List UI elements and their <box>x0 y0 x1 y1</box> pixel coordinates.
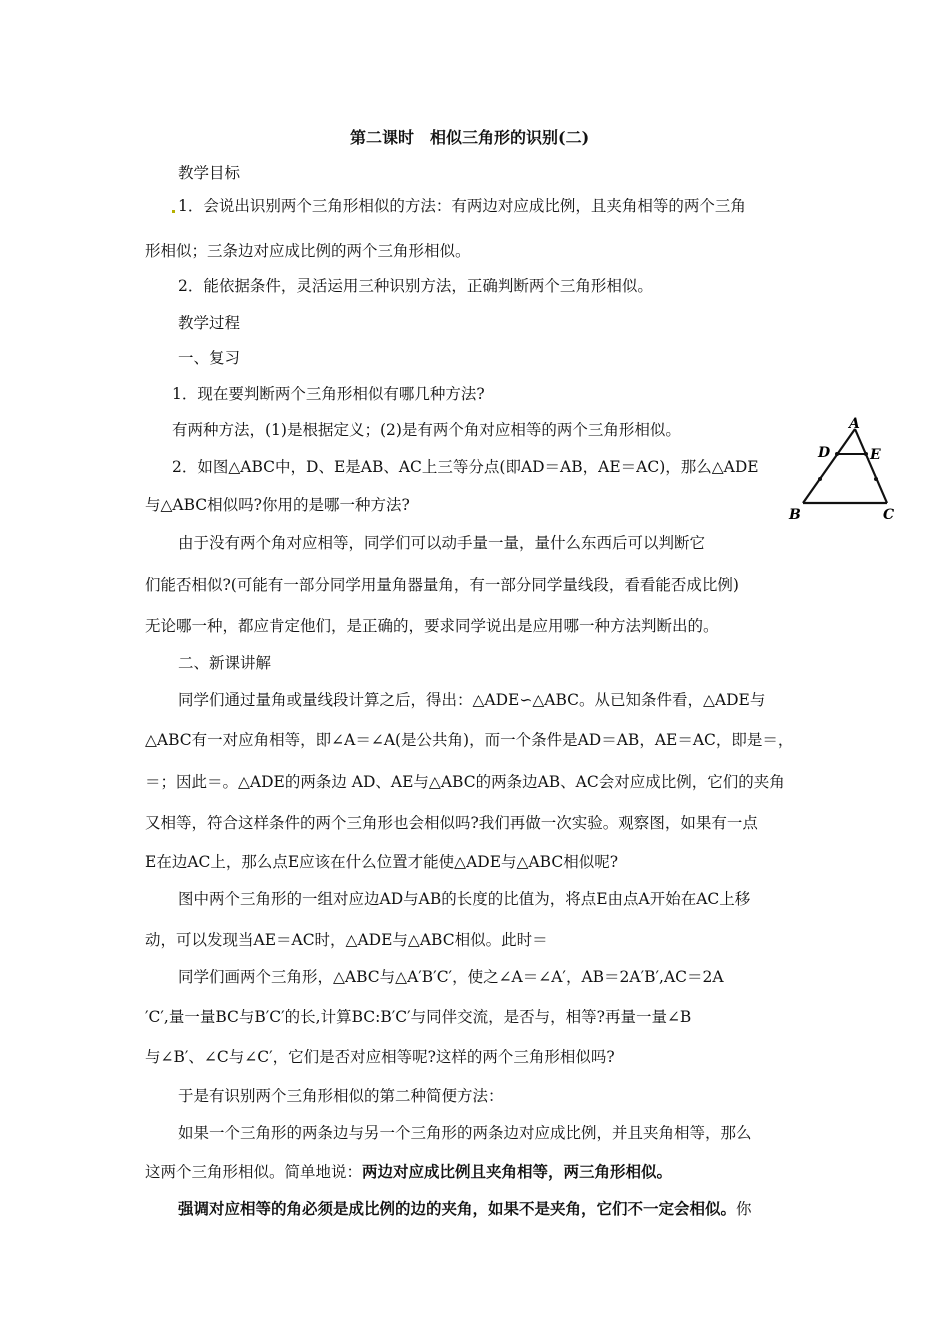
review-heading: 一、复习 <box>178 349 241 367</box>
tick-ac <box>874 477 878 481</box>
paragraph-7: 强调对应相等的角必须是成比例的边的夹角，如果不是夹角，它们不一定会相似。你 <box>178 1199 752 1218</box>
label-a: A <box>849 416 860 432</box>
paragraph-1-line-3: 无论哪一种，都应肯定他们，是正确的，要求同学说出是应用哪一种方法判断出的。 <box>145 617 719 635</box>
label-e: E <box>870 447 881 463</box>
paragraph-5: 于是有识别两个三角形相似的第二种简便方法： <box>178 1087 504 1105</box>
label-b: B <box>789 507 801 523</box>
objective-2: 2．能依据条件，灵活运用三种识别方法，正确判断两个三角形相似。 <box>178 277 653 295</box>
review-question-2-line-2: 与△ABC相似吗?你用的是哪一种方法? <box>145 496 410 514</box>
review-answer-1: 有两种方法，(1)是根据定义；(2)是有两个角对应相等的两个三角形相似。 <box>172 421 681 439</box>
label-d: D <box>818 445 831 461</box>
paragraph-4-line-2: ′C′,量一量BC与B′C′的长,计算BC:B′C′与同伴交流，是否与，相等?再量一量∠B <box>145 1008 692 1026</box>
paragraph-6-line-2: 这两个三角形相似。简单地说：两边对应成比例且夹角相等，两三角形相似。 <box>145 1162 673 1181</box>
speck-mark <box>172 210 175 213</box>
key-conclusion: 两边对应成比例且夹角相等，两三角形相似。 <box>362 1162 673 1181</box>
triangle-diagram <box>785 415 900 525</box>
paragraph-1-line-2: 们能否相似?(可能有一部分同学用量角器量角，有一部分同学量线段，看看能否成比例) <box>145 576 739 594</box>
review-question-2-line-1: 2．如图△ABC中，D、E是AB、AC上三等分点(即AD＝AB，AE＝AC)，那么△ADE <box>172 458 759 476</box>
paragraph-2-line-5: E在边AC上，那么点E应该在什么位置才能使△ADE与△ABC相似呢? <box>145 853 619 871</box>
page-title: 第二课时 相似三角形的识别(二) <box>350 128 590 147</box>
paragraph-2-line-2: △ABC有一对应角相等，即∠A＝∠A(是公共角)，而一个条件是AD＝AB，AE＝AC，即是＝， <box>145 731 794 749</box>
side-ac <box>855 429 887 503</box>
paragraph-2-line-1: 同学们通过量角或量线段计算之后，得出：△ADE∽△ABC。从已知条件看，△ADE与 <box>178 691 766 709</box>
paragraph-3-line-2: 动，可以发现当AE＝AC时，△ADE与△ABC相似。此时＝ <box>145 931 548 949</box>
paragraph-6-line-1: 如果一个三角形的两条边与另一个三角形的两条边对应成比例，并且夹角相等，那么 <box>178 1124 752 1142</box>
review-question-1: 1．现在要判断两个三角形相似有哪几种方法? <box>172 385 485 403</box>
paragraph-3-line-1: 图中两个三角形的一组对应边AD与AB的长度的比值为，将点E由点A开始在AC上移 <box>178 890 751 908</box>
objective-1-line-1: 1．会说出识别两个三角形相似的方法：有两边对应成比例，且夹角相等的两个三角 <box>172 196 746 216</box>
emphasis-note: 强调对应相等的角必须是成比例的边的夹角，如果不是夹角，它们不一定会相似。 <box>178 1199 737 1218</box>
process-heading: 教学过程 <box>178 314 241 332</box>
objective-1-line-2: 形相似；三条边对应成比例的两个三角形相似。 <box>145 242 471 260</box>
paragraph-4-line-1: 同学们画两个三角形，△ABC与△A′B′C′，使之∠A＝∠A′，AB＝2A′B′,AC＝2A <box>178 968 724 986</box>
paragraph-1-line-1: 由于没有两个角对应相等，同学们可以动手量一量，量什么东西后可以判断它 <box>178 534 706 552</box>
new-lesson-heading: 二、新课讲解 <box>178 654 272 672</box>
tick-ab <box>818 477 822 481</box>
side-ab <box>803 429 855 503</box>
paragraph-2-line-3: ＝；因此＝。△ADE的两条边 AD、AE与△ABC的两条边AB、AC会对应成比例，它们的夹角 <box>145 773 785 791</box>
paragraph-2-line-4: 又相等，符合这样条件的两个三角形也会相似吗?我们再做一次实验。观察图，如果有一点 <box>145 814 758 832</box>
objectives-heading: 教学目标 <box>178 164 241 182</box>
paragraph-4-line-3: 与∠B′、∠C与∠C′，它们是否对应相等呢?这样的两个三角形相似吗? <box>145 1048 615 1066</box>
point-e <box>864 452 868 456</box>
label-c: C <box>883 507 895 523</box>
point-d <box>835 452 839 456</box>
